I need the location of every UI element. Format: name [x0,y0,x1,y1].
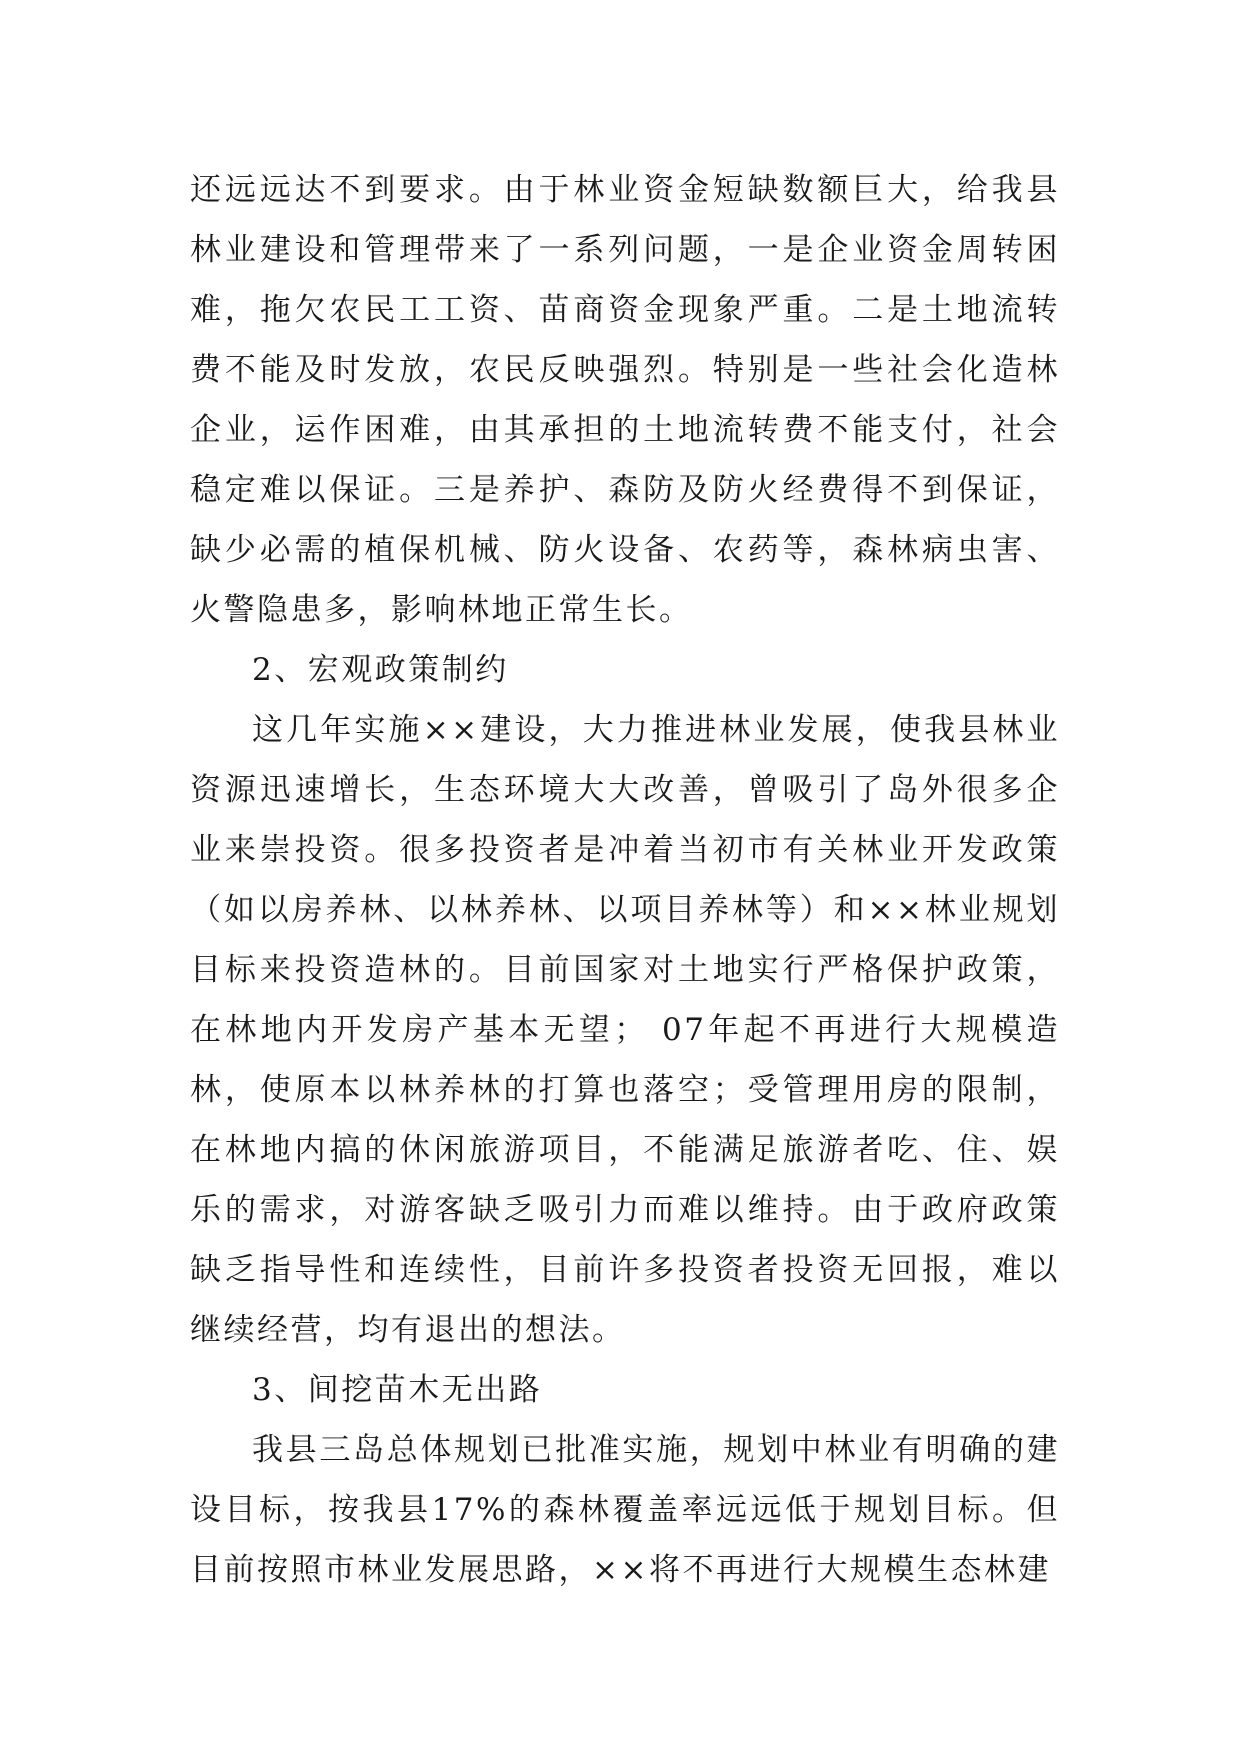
paragraph-seedlings: 我县三岛总体规划已批准实施，规划中林业有明确的建设目标，按我县17%的森林覆盖率远远低于规划目标。但目前按照市林业发展思路，××将不再进行大规模生态林建 [190,1432,1060,1588]
paragraph-macro-policy: 这几年实施××建设，大力推进林业发展，使我县林业资源迅速增长，生态环境大大改善，曾吸引了岛外很多企业来崇投资。很多投资者是冲着当初市有关林业开发政策（如以房养林、以林养林、以项目养林等）和××林业规划目标来投资造林的。目前国家对土地实行严格保护政策，在林地内开发房产基本无望； 07年起不再进行大规模造林，使原本以林养林的打算也落空；受管理用房的限制，在林地内搞的休闲旅游项目，不能满足旅游者吃、住、娱乐的需求，对游客缺乏吸引力而难以维持。由于政府政策缺乏指导性和连续性，目前许多投资者投资无回报，难以继续经营，均有退出的想法。 [190,712,1060,1348]
paragraph-continuation: 还远远达不到要求。由于林业资金短缺数额巨大，给我县林业建设和管理带来了一系列问题，一是企业资金周转困难，拖欠农民工工资、苗商资金现象严重。二是土地流转费不能及时发放，农民反映强烈。特别是一些社会化造林企业，运作困难，由其承担的土地流转费不能支付，社会稳定难以保证。三是养护、森防及防火经费得不到保证，缺少必需的植保机械、防火设备、农药等，森林病虫害、火警隐患多，影响林地正常生长。 [190,172,1060,628]
section-heading-2: 2、宏观政策制约 [252,652,509,688]
section-heading-3: 3、间挖苗木无出路 [252,1372,543,1408]
document-body [190,160,1060,1600]
